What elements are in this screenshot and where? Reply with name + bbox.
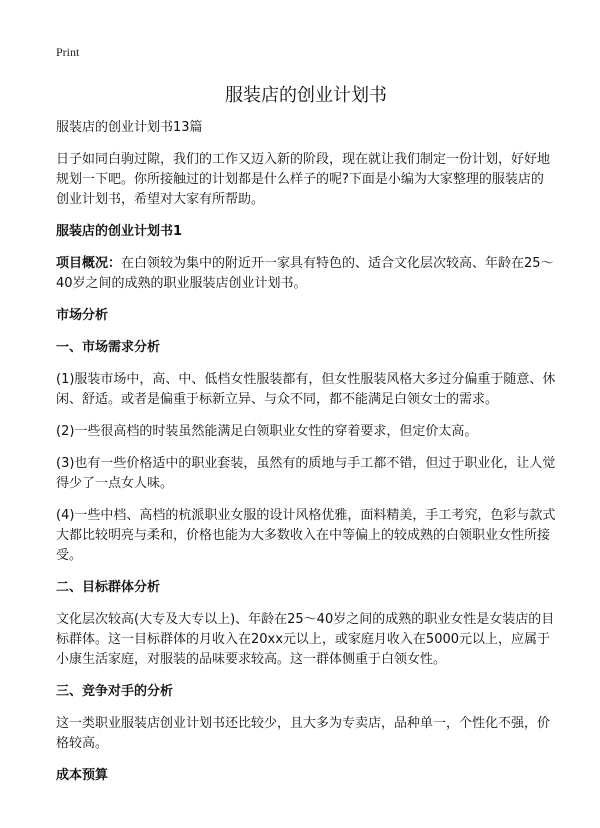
intro-paragraph: 日子如同白驹过隙，我们的工作又迈入新的阶段，现在就让我们制定一份计划，好好地规划一下吧。你所接触过的计划都是什么样子的呢?下面是小编为大家整理的服装店的创业计划书，希望对大家有所帮助。 xyxy=(56,152,551,207)
overview-paragraph xyxy=(56,254,556,294)
target-paragraph: 文化层次较高(大专及大专以上)、年龄在25～40岁之间的成熟的职业女性是女装店的目标群体。这一目标群体的月收入在20xx元以上，或家庭月收入在5000元以上，应属于小康生活家庭，对服装的品味要求较高。这一群体侧重于白领女性。 xyxy=(56,612,555,667)
document-title: 服装店的创业计划书 xyxy=(225,85,387,106)
competitor-paragraph: 这一类职业服装店创业计划书还比较少，且大多为专卖店，品种单一，个性化不强，价格较高。 xyxy=(56,716,551,751)
demand-item: (2)一些很高档的时装虽然能满足白领职业女性的穿着要求，但定价太高。 xyxy=(56,424,478,439)
competitor-heading: 三、竞争对手的分析 xyxy=(56,684,174,699)
print-label[interactable]: Print xyxy=(56,45,80,59)
market-heading: 市场分析 xyxy=(56,308,109,323)
section-title: 服装店的创业计划书1 xyxy=(56,224,183,239)
demand-item: (3)也有一些价格适中的职业套装，虽然有的质地与手工都不错，但过于职业化，让人觉得少了一点女人味。 xyxy=(56,456,556,491)
target-heading: 二、目标群体分析 xyxy=(56,580,161,595)
cost-heading: 成本预算 xyxy=(56,768,109,783)
overview-text: 在白领较为集中的附近开一家具有特色的、适合文化层次较高、年龄在25～40岁之间的成熟的职业服装店创业计划书。 xyxy=(56,256,554,291)
demand-item: (4)一些中档、高档的杭派职业女服的设计风格优雅，面料精美，手工考究，色彩与款式大都比较明亮与柔和，价格也能为大多数收入在中等偏上的较成熟的白领职业女性所接受。 xyxy=(56,508,556,563)
demand-item: (1)服装市场中，高、中、低档女性服装都有，但女性服装风格大多过分偏重于随意、休闲、舒适。或者是偏重于标新立异、与众不同，都不能满足白领女士的需求。 xyxy=(56,372,556,407)
overview-label: 项目概况： xyxy=(56,256,122,271)
document-subtitle: 服装店的创业计划书13篇 xyxy=(56,120,203,135)
demand-heading: 一、市场需求分析 xyxy=(56,340,161,355)
